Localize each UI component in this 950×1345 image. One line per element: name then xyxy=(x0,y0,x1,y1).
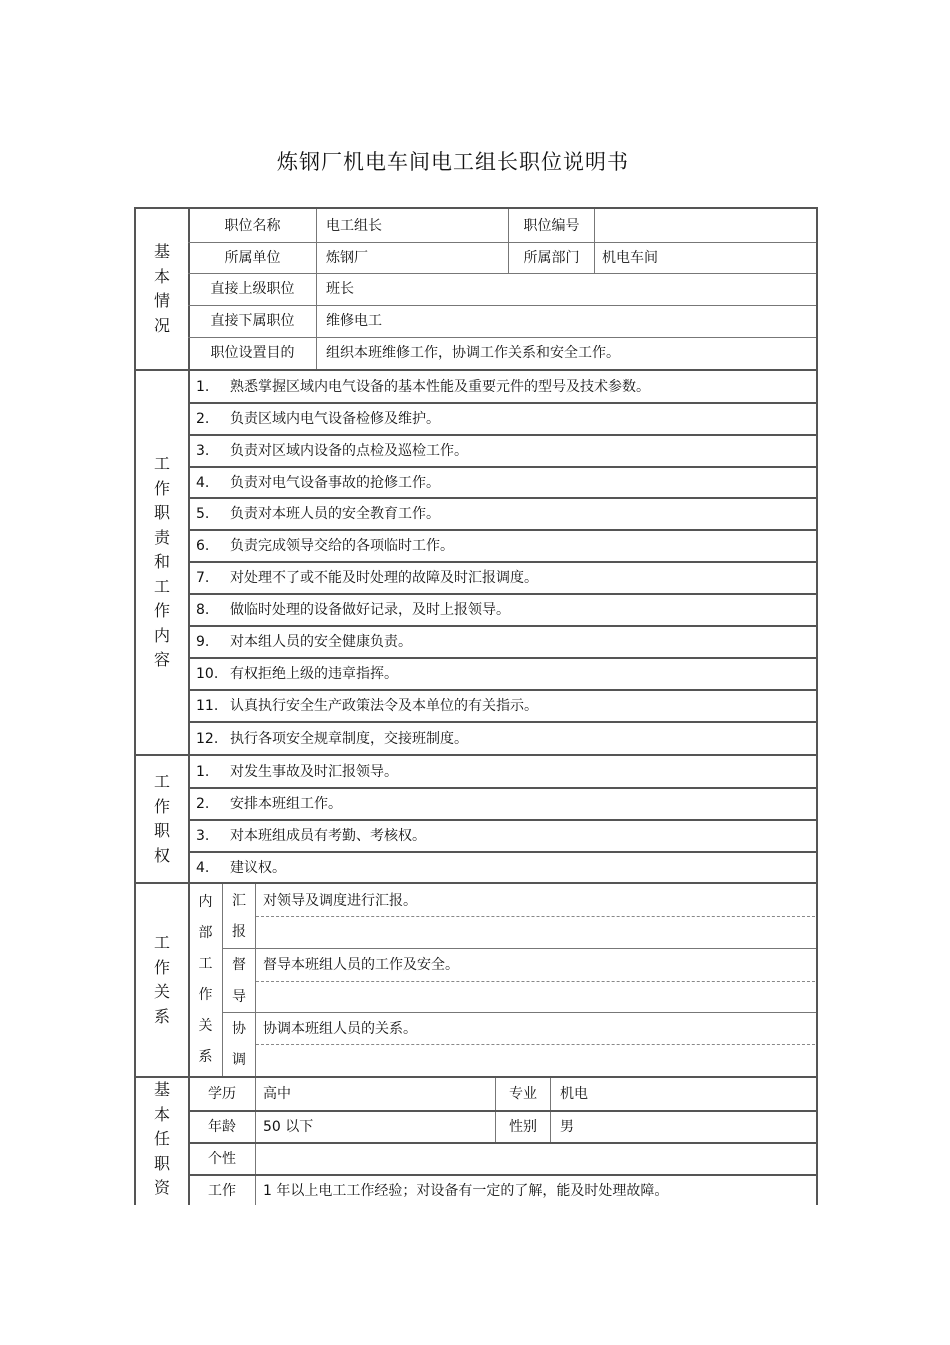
relation-type-char: 报 xyxy=(232,924,246,940)
relation-type-char: 协 xyxy=(232,1021,246,1037)
internal-relations-label: 内 部 工 作 关 系 xyxy=(198,894,213,1065)
duty-item: 4. 负责对电气设备事故的抢修工作。 xyxy=(196,474,440,491)
education-label: 学历 xyxy=(208,1086,236,1102)
authority-item: 1. 对发生事故及时汇报领导。 xyxy=(196,763,398,780)
age-value: 50 以下 xyxy=(263,1119,314,1135)
relation-report: 对领导及调度进行汇报。 xyxy=(263,893,417,909)
position-name-label: 职位名称 xyxy=(224,217,281,234)
dept-label: 所属部门 xyxy=(523,249,580,266)
work-value: 1 年以上电工工作经验；对设备有一定的了解，能及时处理故障。 xyxy=(263,1183,669,1199)
purpose-label: 职位设置目的 xyxy=(210,345,295,361)
relation-type-char: 导 xyxy=(232,989,246,1005)
section-label-duties: 工 作 职 责 和 工 作 内 容 xyxy=(153,454,170,670)
duty-item: 12. 执行各项安全规章制度，交接班制度。 xyxy=(196,730,468,747)
personality-label: 个性 xyxy=(208,1151,236,1167)
relation-coordinate: 协调本班组人员的关系。 xyxy=(263,1021,417,1037)
unit-value: 炼钢厂 xyxy=(326,249,368,266)
unit-label: 所属单位 xyxy=(224,249,281,266)
job-description-form xyxy=(134,207,818,1205)
position-code-value xyxy=(602,209,812,242)
section-label-qualifications: 基 本 任 职 资 xyxy=(153,1080,170,1197)
position-name-value: 电工组长 xyxy=(326,217,382,234)
duty-item: 5. 负责对本班人员的安全教育工作。 xyxy=(196,506,440,522)
page-title: 炼钢厂机电车间电工组长职位说明书 xyxy=(277,150,629,174)
subordinate-label: 直接下属职位 xyxy=(210,313,295,329)
duty-item: 9. 对本组人员的安全健康负责。 xyxy=(196,634,412,650)
authority-item: 2. 安排本班组工作。 xyxy=(196,796,342,812)
authority-item: 4. 建议权。 xyxy=(196,859,286,876)
age-label: 年龄 xyxy=(208,1119,236,1135)
dept-value: 机电车间 xyxy=(602,249,658,266)
relation-supervise: 督导本班组人员的工作及安全。 xyxy=(263,957,459,973)
major-value: 机电 xyxy=(560,1086,588,1102)
education-value: 高中 xyxy=(263,1086,291,1102)
gender-value: 男 xyxy=(560,1119,574,1135)
duty-item: 3. 负责对区域内设备的点检及巡检工作。 xyxy=(196,443,468,459)
purpose-value: 组织本班维修工作，协调工作关系和安全工作。 xyxy=(326,345,620,361)
work-label: 工作 xyxy=(208,1183,236,1199)
relation-type-char: 督 xyxy=(232,957,246,973)
duty-item: 7. 对处理不了或不能及时处理的故障及时汇报调度。 xyxy=(196,570,538,586)
duty-item: 8. 做临时处理的设备做好记录，及时上报领导。 xyxy=(196,602,510,618)
relation-type-char: 汇 xyxy=(232,893,246,909)
major-label: 专业 xyxy=(509,1086,537,1102)
section-label-authority: 工 作 职 权 xyxy=(153,772,170,865)
superior-value: 班长 xyxy=(326,281,354,297)
gender-label: 性别 xyxy=(509,1119,537,1135)
duty-item: 11. 认真执行安全生产政策法令及本单位的有关指示。 xyxy=(196,698,538,714)
relation-type-char: 调 xyxy=(232,1052,246,1068)
personality-value xyxy=(263,1144,813,1174)
superior-label: 直接上级职位 xyxy=(210,281,295,297)
duty-item: 1. 熟悉掌握区域内电气设备的基本性能及重要元件的型号及技术参数。 xyxy=(196,378,650,395)
duty-item: 6. 负责完成领导交给的各项临时工作。 xyxy=(196,538,454,554)
authority-item: 3. 对本班组成员有考勤、考核权。 xyxy=(196,828,426,844)
position-code-label: 职位编号 xyxy=(523,217,580,234)
duty-item: 2. 负责区域内电气设备检修及维护。 xyxy=(196,411,440,427)
section-label-basic: 基 本 情 况 xyxy=(153,242,170,335)
duty-item: 10. 有权拒绝上级的违章指挥。 xyxy=(196,666,398,682)
subordinate-value: 维修电工 xyxy=(326,313,382,329)
section-label-relations: 工 作 关 系 xyxy=(153,933,170,1026)
